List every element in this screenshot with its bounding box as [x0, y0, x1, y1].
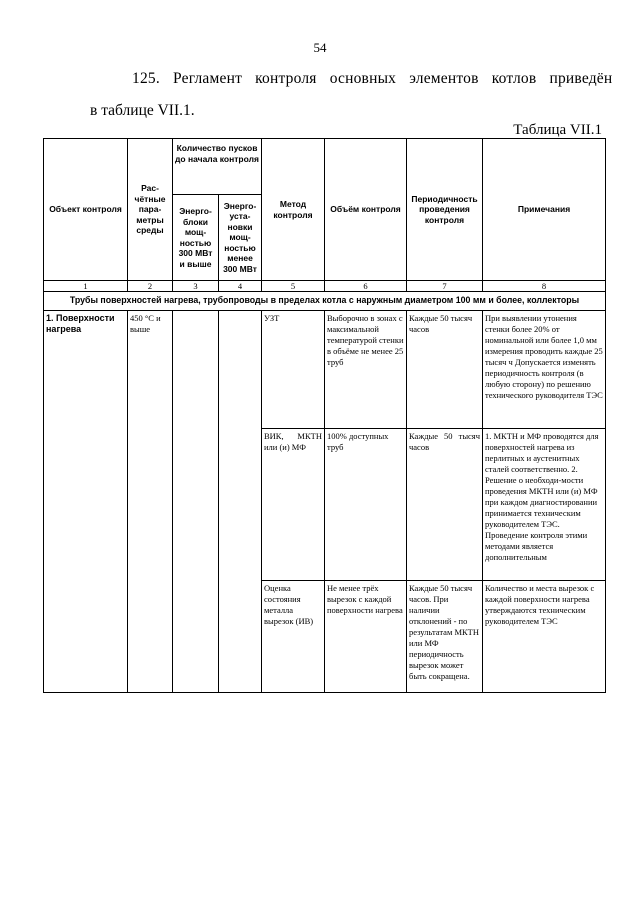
method-cell: ВИК, МКТН или (и) МФ — [262, 429, 325, 581]
section-title: Трубы поверхностей нагрева, трубопроводы в пределах котла с наружным диаметром 100 мм и более, коллекторы — [44, 292, 606, 311]
header-object: Объект контроля — [44, 139, 128, 281]
column-number: 6 — [325, 281, 407, 292]
volume-cell: Выборочно в зонах с максимальной температурой стенки в объёме не менее 25 труб — [325, 311, 407, 429]
page-number: 54 — [313, 40, 327, 55]
method-cell: УЗТ — [262, 311, 325, 429]
volume-cell: Не менее трёх вырезок с каждой поверхности нагрева — [325, 581, 407, 693]
notes-cell: При выявлении утонения стенки более 20% от номинальной или более 1,0 мм измерения проводить каждые 25 тысяч ч Допускается изменять периодичность контроля (в любую сторону) по решению технического руководителя ТЭС — [483, 311, 606, 429]
header-starts-group: Количество пусков до начала контроля — [173, 139, 262, 195]
header-period: Периодичность проведения контроля — [407, 139, 483, 281]
column-number: 2 — [128, 281, 173, 292]
header-method: Метод контроля — [262, 139, 325, 281]
header-params: Рас-чётные пара-метры среды — [128, 139, 173, 281]
header-volume: Объём контроля — [325, 139, 407, 281]
column-number: 3 — [173, 281, 219, 292]
notes-cell: 1. МКТН и МФ проводятся для поверхностей нагрева из перлитных и аустенитных сталей соответственно. 2. Решение о необходи-мости проведения МКТН или (и) МФ при каждом диагностировании принимается техническим руководителем ТЭС. Проведение контроля этими методами является дополнительным — [483, 429, 606, 581]
installations-cell — [219, 311, 262, 693]
units-cell — [173, 311, 219, 693]
params-cell: 450 °С и выше — [128, 311, 173, 693]
header-installations: Энерго-уста-новки мощ-ностью менее 300 МВт — [219, 195, 262, 281]
column-number: 7 — [407, 281, 483, 292]
header-notes: Примечания — [483, 139, 606, 281]
column-number: 4 — [219, 281, 262, 292]
column-number: 5 — [262, 281, 325, 292]
regulation-table — [43, 138, 606, 693]
period-cell: Каждые 50 тысяч часов. При наличии отклонений - по результатам МКТН или МФ периодичность вырезок может быть сокращена. — [407, 581, 483, 693]
object-label: 1. Поверхности нагрева — [46, 313, 115, 334]
table-caption: Таблица VII.1 — [513, 122, 602, 138]
paragraph-line-2: в таблице VII.1. — [90, 102, 195, 119]
column-number: 8 — [483, 281, 606, 292]
header-units: Энерго-блоки мощ-ностью 300 МВт и выше — [173, 195, 219, 281]
volume-cell: 100% доступных труб — [325, 429, 407, 581]
paragraph-line-1: 125. Регламент контроля основных элементов котлов приведён — [132, 70, 613, 87]
notes-cell: Количество и места вырезок с каждой поверхности нагрева утверждаются техническим руководителем ТЭС — [483, 581, 606, 693]
method-cell: Оценка состояния металла вырезок (ИВ) — [262, 581, 325, 693]
object-cell — [44, 311, 128, 693]
column-number: 1 — [44, 281, 128, 292]
period-cell: Каждые 50 тысяч часов — [407, 429, 483, 581]
period-cell: Каждые 50 тысяч часов — [407, 311, 483, 429]
